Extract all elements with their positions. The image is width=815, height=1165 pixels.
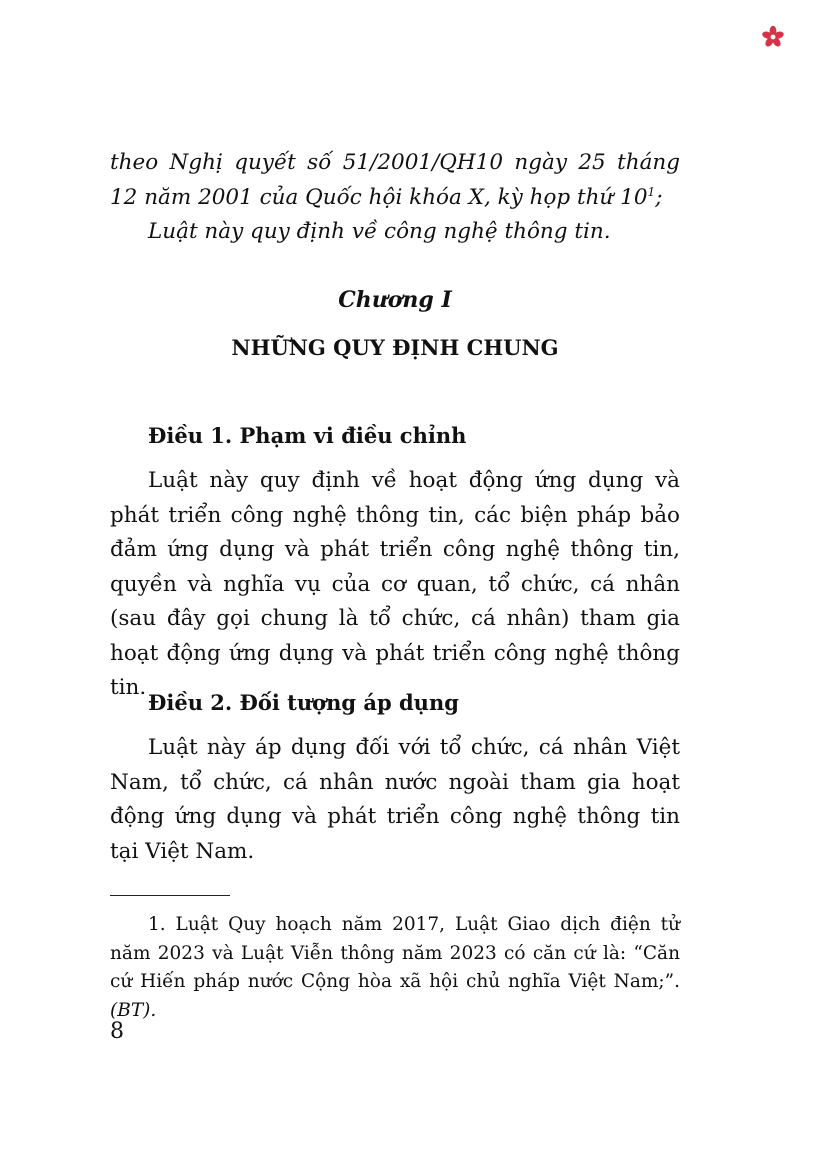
chapter-title: NHỮNG QUY ĐỊNH CHUNG (231, 335, 559, 360)
article-1-heading: Điều 1. Phạm vi điều chỉnh (148, 423, 467, 448)
preamble (110, 146, 680, 250)
footnote-text: 1. Luật Quy hoạch năm 2017, Luật Giao dịch điện tử năm 2023 và Luật Viễn thông năm 2023 có căn cứ là: “Căn cứ Hiến pháp nước Cộng hòa xã hội chủ nghĩa Việt Nam;”. (110, 914, 680, 992)
footnote-source-tag: (BT). (110, 999, 157, 1021)
preamble-basis-text: theo Nghị quyết số 51/2001/QH10 ngày 25 tháng 12 năm 2001 của Quốc hội khóa X, kỳ họp thứ 10 (110, 150, 680, 210)
flower-ornament-icon (760, 24, 786, 50)
page-number: 8 (110, 1019, 124, 1044)
article-2-heading: Điều 2. Đối tượng áp dụng (148, 690, 459, 715)
footnote-divider (110, 895, 230, 896)
chapter-label: Chương I (338, 287, 452, 313)
article-2-text: Luật này áp dụng đối với tổ chức, cá nhân Việt Nam, tổ chức, cá nhân nước ngoài tham gia hoạt động ứng dụng và phát triển công nghệ thông tin tại Việt Nam. (110, 735, 680, 864)
preamble-basis-line (110, 146, 680, 215)
footnote-reference: 1 (647, 184, 656, 199)
preamble-scope-line: Luật này quy định về công nghệ thông tin. (148, 219, 611, 244)
article-1-body (110, 464, 680, 706)
article-1-text: Luật này quy định về hoạt động ứng dụng và phát triển công nghệ thông tin, các biện pháp bảo đảm ứng dụng và phát triển công nghệ thông tin, quyền và nghĩa vụ của cơ quan, tổ chức, cá nhân (sau đây gọi chung là tổ chức, cá nhân) tham gia hoạt động ứng dụng và phát triển công nghệ thông tin. (110, 468, 680, 700)
article-2-body (110, 731, 680, 869)
footnote (110, 911, 680, 1025)
preamble-basis-end: ; (655, 184, 663, 210)
